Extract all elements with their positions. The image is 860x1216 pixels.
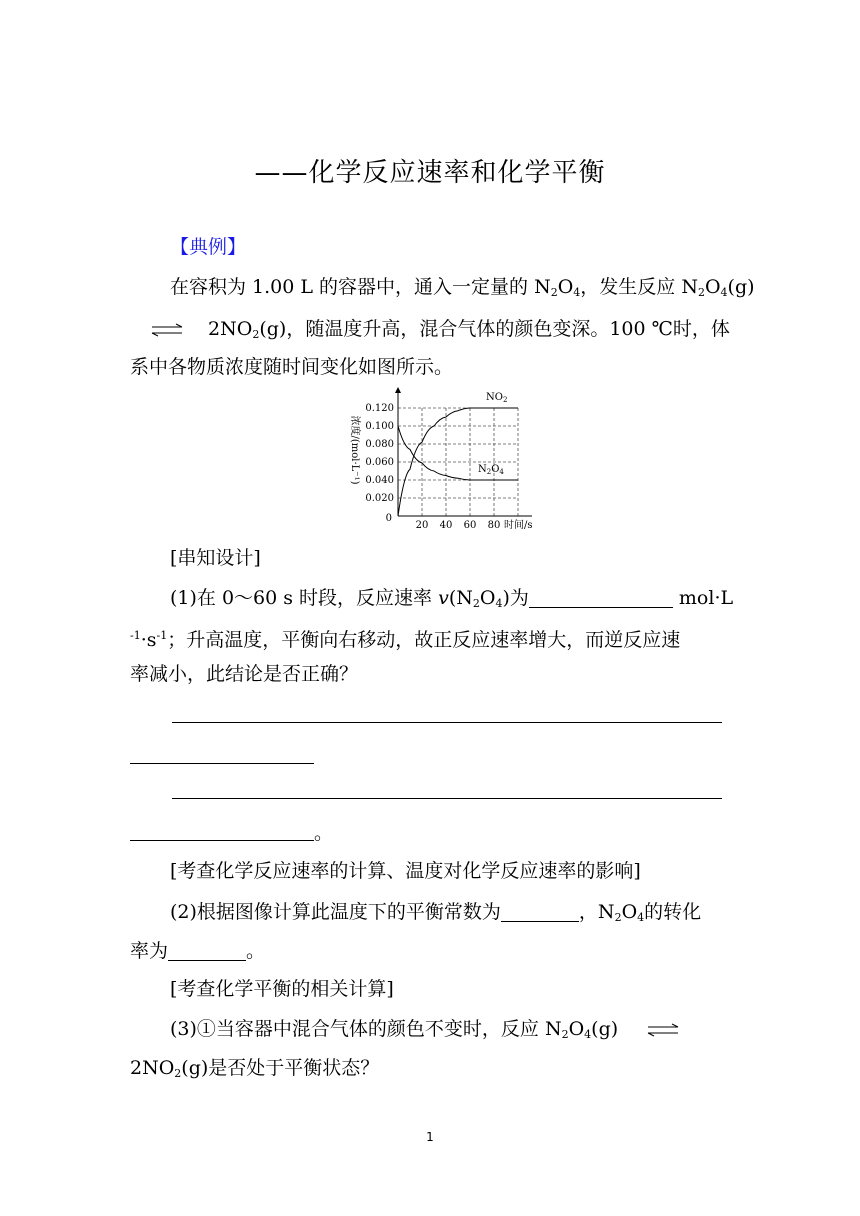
x-tick-label: 20 bbox=[415, 520, 429, 531]
subscript: 4 bbox=[637, 911, 645, 924]
answer-line[interactable] bbox=[130, 763, 314, 764]
subscript: 2 bbox=[614, 911, 622, 924]
q1-text: mol·L bbox=[672, 587, 734, 609]
equilibrium-arrow-icon bbox=[150, 323, 184, 337]
intro-line-1 bbox=[170, 274, 755, 306]
example-label: 【典例】 bbox=[170, 236, 247, 258]
answer-blank-k[interactable] bbox=[501, 901, 579, 922]
intro-text: ，发生反应 N bbox=[580, 276, 698, 298]
q2-text: ，N bbox=[578, 901, 615, 923]
q2-text: 。 bbox=[246, 940, 266, 962]
x-axis-label: 时间/s bbox=[504, 520, 533, 531]
subscript: 2 bbox=[697, 286, 705, 299]
intro-line-2 bbox=[150, 316, 730, 348]
intro-text: (g) bbox=[727, 276, 755, 298]
page-title: ——化学反应速率和化学平衡 bbox=[254, 158, 606, 188]
y-axis-label: 浓度/(mol·L⁻¹) bbox=[349, 415, 360, 485]
q3-text: (g) bbox=[591, 1018, 619, 1040]
design-label: [串知设计] bbox=[170, 547, 261, 569]
x-tick-label: 60 bbox=[463, 520, 477, 531]
subscript: 2 bbox=[252, 328, 260, 341]
q2-text: (2)根据图像计算此温度下的平衡常数为 bbox=[170, 901, 501, 923]
subscript: 4 bbox=[573, 286, 581, 299]
q2-text: O bbox=[621, 901, 638, 923]
answer-line[interactable] bbox=[172, 722, 722, 723]
q3-text: (g)是否处于平衡状态？ bbox=[181, 1057, 380, 1079]
question-1-line-3: 率减小，此结论是否正确？ bbox=[130, 663, 359, 685]
superscript: -1 bbox=[156, 629, 168, 642]
subscript: 4 bbox=[720, 286, 728, 299]
question-1-line-2 bbox=[130, 623, 680, 653]
q2-text: 的转化 bbox=[644, 901, 702, 923]
q1-text: )为 bbox=[502, 587, 529, 609]
y-tick-label: 0.080 bbox=[365, 439, 394, 450]
y-tick-label: 0.060 bbox=[365, 457, 394, 468]
concentration-time-chart bbox=[340, 384, 550, 534]
intro-text: O bbox=[557, 276, 574, 298]
origin-label: 0 bbox=[385, 513, 392, 524]
intro-line-3: 系中各物质浓度随时间变化如图所示。 bbox=[130, 356, 454, 378]
answer-blank-conversion[interactable] bbox=[168, 940, 246, 961]
question-2-line-1 bbox=[170, 899, 701, 931]
page-number: 1 bbox=[426, 1130, 434, 1144]
intro-text: 2NO bbox=[208, 318, 253, 340]
q1-text: ·s bbox=[140, 629, 157, 651]
answer-line[interactable] bbox=[130, 840, 314, 841]
equilibrium-arrow-icon bbox=[646, 1023, 680, 1037]
question-3-line-2 bbox=[130, 1055, 379, 1087]
x-tick-label: 80 bbox=[487, 520, 501, 531]
subscript: 2 bbox=[174, 1067, 182, 1080]
x-tick-label: 40 bbox=[439, 520, 453, 531]
subscript: 2 bbox=[561, 1028, 569, 1041]
answer-blank-rate[interactable] bbox=[529, 587, 673, 608]
intro-text: (g)，随温度升高，混合气体的颜色变深。100 ℃时，体 bbox=[259, 318, 730, 340]
series-label-no2: $NO_2$ bbox=[486, 392, 508, 404]
y-axis-arrow-icon bbox=[395, 387, 401, 393]
y-tick-label: 0.020 bbox=[365, 493, 394, 504]
q1-text: O bbox=[479, 587, 496, 609]
subscript: 2 bbox=[472, 597, 480, 610]
intro-text: O bbox=[704, 276, 721, 298]
q1-text: ；升高温度，平衡向右移动，故正反应速率增大，而逆反应速 bbox=[167, 629, 681, 651]
subscript: 4 bbox=[584, 1028, 592, 1041]
y-tick-label: 0.100 bbox=[365, 421, 394, 432]
subscript: 2 bbox=[550, 286, 558, 299]
topic-label-1: [考查化学反应速率的计算、温度对化学反应速率的影响] bbox=[170, 860, 641, 882]
q3-text: 2NO bbox=[130, 1057, 175, 1079]
question-2-line-2 bbox=[130, 938, 265, 964]
q2-text: 率为 bbox=[130, 940, 169, 962]
y-tick-label: 0.120 bbox=[365, 403, 394, 414]
q1-text: (N bbox=[448, 587, 473, 609]
topic-label-2: [考查化学平衡的相关计算] bbox=[170, 978, 394, 1000]
period: 。 bbox=[314, 822, 334, 844]
q1-rate-symbol: v bbox=[438, 587, 449, 609]
answer-line[interactable] bbox=[172, 798, 722, 799]
intro-text: 在容积为 1.00 L 的容器中，通入一定量的 N bbox=[170, 276, 551, 298]
question-3-line-1 bbox=[170, 1016, 680, 1048]
q3-text: O bbox=[568, 1018, 585, 1040]
q3-text: (3)①当容器中混合气体的颜色不变时，反应 N bbox=[170, 1018, 562, 1040]
y-tick-label: 0.040 bbox=[365, 475, 394, 486]
q1-text: (1)在 0～60 s 时段，反应速率 bbox=[170, 587, 439, 609]
subscript: 4 bbox=[495, 597, 503, 610]
series-label-n2o4: $N_2O_4$ bbox=[478, 464, 504, 476]
superscript: -1 bbox=[130, 629, 141, 642]
question-1-line-1 bbox=[170, 585, 733, 617]
